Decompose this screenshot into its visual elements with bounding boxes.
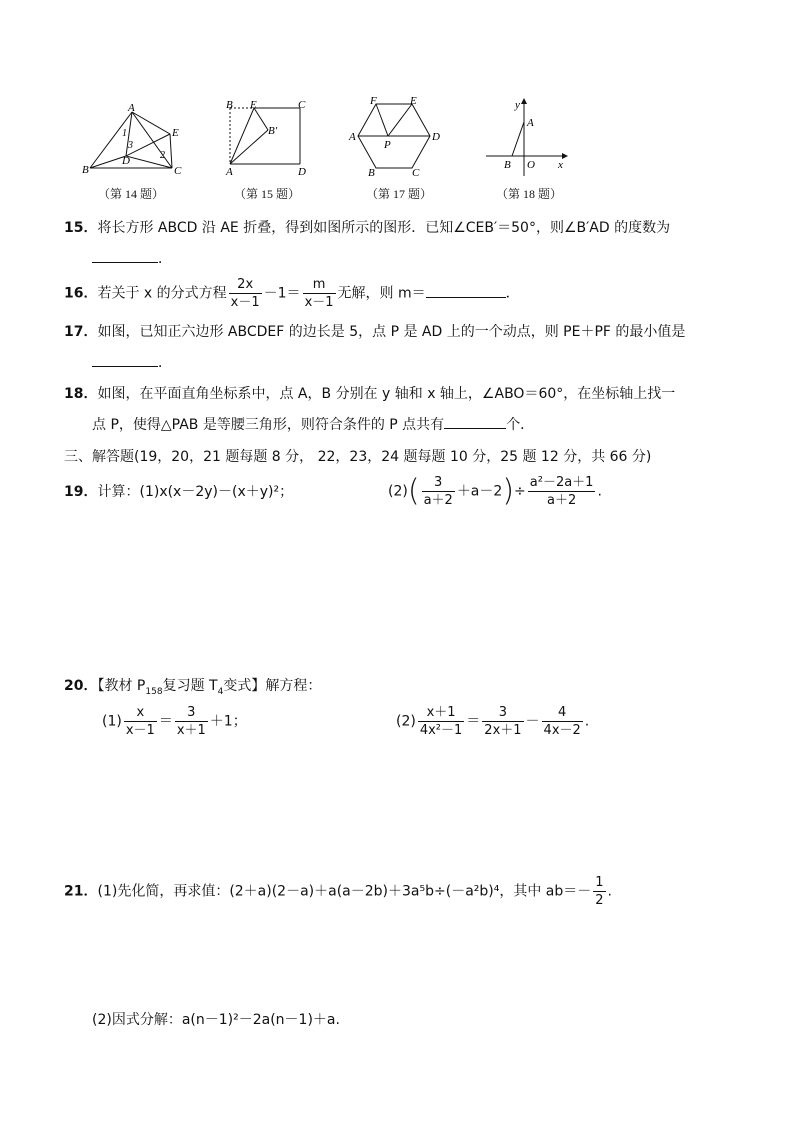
fig14-label-e: E xyxy=(172,127,179,139)
q17-end: ． xyxy=(158,355,172,371)
question-21-part1 xyxy=(64,874,612,909)
fig18-label-a: A xyxy=(527,117,534,129)
fig17-label-p: P xyxy=(384,139,391,151)
q20-title-mid: 复习题 T xyxy=(162,678,218,694)
q19-part2-label: (2) xyxy=(388,483,408,500)
q16-f2-top: m xyxy=(303,276,336,294)
fig17-label-b: B xyxy=(368,167,375,179)
q18-answer-blank[interactable] xyxy=(444,414,506,429)
fig15-caption: （第 15 题） xyxy=(234,187,301,201)
q18-line1: 如图，在平面直角坐标系中，点 A，B 分别在 y 轴和 x 轴上，∠ABO＝60°，在坐标轴上找一 xyxy=(97,386,676,402)
fig15-label-b: B xyxy=(226,100,233,111)
q20-p1-eq: ＝ xyxy=(158,713,173,730)
question-19-part2 xyxy=(388,474,602,509)
figure-17 xyxy=(348,96,444,180)
fig17-label-c: C xyxy=(412,167,420,179)
q19-part2-mid: ＋a－2 xyxy=(456,483,503,500)
q20-p1-label: (1) xyxy=(102,713,122,730)
fig14-label-2: 2 xyxy=(160,150,165,161)
q15-end: ． xyxy=(158,251,172,267)
question-17 xyxy=(64,322,685,342)
q20-p2-f2-top: 3 xyxy=(482,704,523,722)
q20-p2-label: (2) xyxy=(396,713,416,730)
q20-p1-end: ＋1； xyxy=(209,713,247,730)
q19-paren-open: ( xyxy=(407,473,420,509)
q17-number: 17． xyxy=(64,324,98,340)
q16-pre: 若关于 x 的分式方程 xyxy=(97,285,227,302)
q20-title-pre: 【教材 P xyxy=(97,678,146,694)
q19-paren-close: ) xyxy=(502,473,515,509)
question-20-part2 xyxy=(396,704,589,739)
fig15-label-a: A xyxy=(226,166,233,178)
fig17-label-f: F xyxy=(370,96,377,107)
fig15-label-bprime: B′ xyxy=(268,125,278,137)
q18-line2-pre: 点 P，使得△PAB 是等腰三角形，则符合条件的 P 点共有 xyxy=(92,417,445,433)
fig18-label-b: B xyxy=(504,159,511,171)
question-15-answer xyxy=(92,248,172,269)
q18-line2-end: 个． xyxy=(506,417,535,433)
q20-p2-fraction-3 xyxy=(542,704,583,739)
question-20-title xyxy=(64,676,321,702)
fig18-label-x: x xyxy=(558,159,563,171)
fig17-label-d: D xyxy=(432,131,440,143)
question-18-line2 xyxy=(92,414,534,435)
q16-fraction-2 xyxy=(303,276,336,311)
q16-f2-bottom: x－1 xyxy=(304,295,334,310)
q21-part1-end: . xyxy=(607,883,612,900)
q16-number: 16． xyxy=(64,285,98,302)
fig17-label-e: E xyxy=(410,96,417,107)
question-16 xyxy=(64,276,520,311)
q20-p2-f3-bottom: 4x－2 xyxy=(543,723,581,738)
figure-18 xyxy=(482,96,570,180)
q20-p2-f3-top: 4 xyxy=(542,704,583,722)
q18-number: 18． xyxy=(64,386,98,402)
q20-number: 20． xyxy=(64,678,98,694)
q19-fraction-1 xyxy=(422,474,455,509)
fig14-label-c: C xyxy=(174,165,182,177)
q20-p2-minus: － xyxy=(525,713,540,730)
fig14-label-a: A xyxy=(128,102,135,114)
q16-f1-top: 2x xyxy=(229,276,262,294)
q20-p1-f1-top: x xyxy=(124,704,157,722)
figure-15 xyxy=(222,100,312,180)
q19-f1-bottom: a＋2 xyxy=(423,493,453,508)
q20-p1-f1-bottom: x－1 xyxy=(125,723,155,738)
figure-14 xyxy=(82,100,188,180)
section-3-title: 三、解答题(19，20，21 题每题 8 分， 22，23，24 题每题 10 分，25 题 12 分，共 66 分) xyxy=(64,449,652,465)
q16-post: 无解，则 m＝ xyxy=(337,285,426,302)
question-15 xyxy=(64,218,670,238)
question-20-part1 xyxy=(102,704,247,739)
q21-fraction xyxy=(593,874,605,909)
fig14-label-b: B xyxy=(82,164,89,176)
q15-text: 将长方形 ABCD 沿 AE 折叠，得到如图所示的图形．已知∠CEB′＝50°，则∠B′AD 的度数为 xyxy=(97,220,671,236)
fig15-label-c: C xyxy=(298,100,306,111)
q19-part1: 计算：(1)x(x－2y)－(x＋y)²； xyxy=(97,484,294,500)
q20-p2-eq: ＝ xyxy=(466,713,481,730)
q20-p2-fraction-2 xyxy=(482,704,523,739)
q19-number: 19． xyxy=(64,484,98,500)
q20-p2-fraction-1 xyxy=(418,704,464,739)
q20-p2-f1-top: x＋1 xyxy=(418,704,464,722)
q19-fraction-2 xyxy=(528,474,596,509)
q20-title-post: 变式】解方程： xyxy=(223,678,322,694)
fig18-caption: （第 18 题） xyxy=(496,187,563,201)
q20-p1-f2-top: 3 xyxy=(175,704,208,722)
q21-part1: (1)先化简，再求值：(2＋a)(2－a)＋a(a－2b)＋3a⁵b÷(－a²b)⁴，其中 ab＝－ xyxy=(97,883,592,900)
question-18 xyxy=(64,384,675,404)
q20-p2-f1-bottom: 4x²－1 xyxy=(419,723,463,738)
q16-answer-blank[interactable] xyxy=(426,283,506,298)
q19-end: . xyxy=(597,483,602,500)
fig17-caption: （第 17 题） xyxy=(366,187,433,201)
q19-f1-top: 3 xyxy=(422,474,455,492)
q20-p2-f2-bottom: 2x＋1 xyxy=(484,723,522,738)
q19-f2-top: a²－2a＋1 xyxy=(529,475,594,490)
q20-p1-f2-bottom: x＋1 xyxy=(176,723,206,738)
q17-answer-blank[interactable] xyxy=(92,352,158,367)
question-17-answer xyxy=(92,352,172,373)
q16-mid: －1＝ xyxy=(263,285,301,302)
fig18-label-o: O xyxy=(527,159,535,171)
q19-divide: ÷ xyxy=(514,483,526,500)
fig15-label-e: E xyxy=(250,100,257,111)
q20-p1-fraction-1 xyxy=(124,704,157,739)
q20-title-sub2: 4 xyxy=(217,686,224,697)
q20-p2-end: . xyxy=(584,713,590,730)
q21-f-top: 1 xyxy=(595,875,604,890)
question-21-part2: (2)因式分解：a(n－1)²－2a(n－1)＋a. xyxy=(92,1012,340,1028)
q16-fraction-1 xyxy=(229,276,262,311)
q16-end: ． xyxy=(505,285,520,302)
fig18-label-y: y xyxy=(515,99,520,111)
q15-number: 15． xyxy=(64,220,98,236)
q20-p1-fraction-2 xyxy=(175,704,208,739)
fig15-label-d: D xyxy=(298,166,306,178)
fig17-label-a: A xyxy=(349,131,356,143)
q17-text: 如图，已知正六边形 ABCDEF 的边长是 5，点 P 是 AD 上的一个动点，则 PE＋PF 的最小值是 xyxy=(97,324,686,340)
q21-number: 21． xyxy=(64,883,98,900)
q19-f2-bottom: a＋2 xyxy=(546,493,577,508)
fig14-label-d: D xyxy=(122,155,130,167)
q21-f-bottom: 2 xyxy=(595,893,604,908)
question-19-part1 xyxy=(64,482,293,502)
q20-title-sub1: 158 xyxy=(145,686,163,697)
q16-f1-bottom: x－1 xyxy=(230,295,260,310)
fig14-caption: （第 14 题） xyxy=(98,187,165,201)
fig14-label-3: 3 xyxy=(128,140,133,151)
fig14-label-1: 1 xyxy=(122,128,127,139)
q15-answer-blank[interactable] xyxy=(92,248,158,263)
